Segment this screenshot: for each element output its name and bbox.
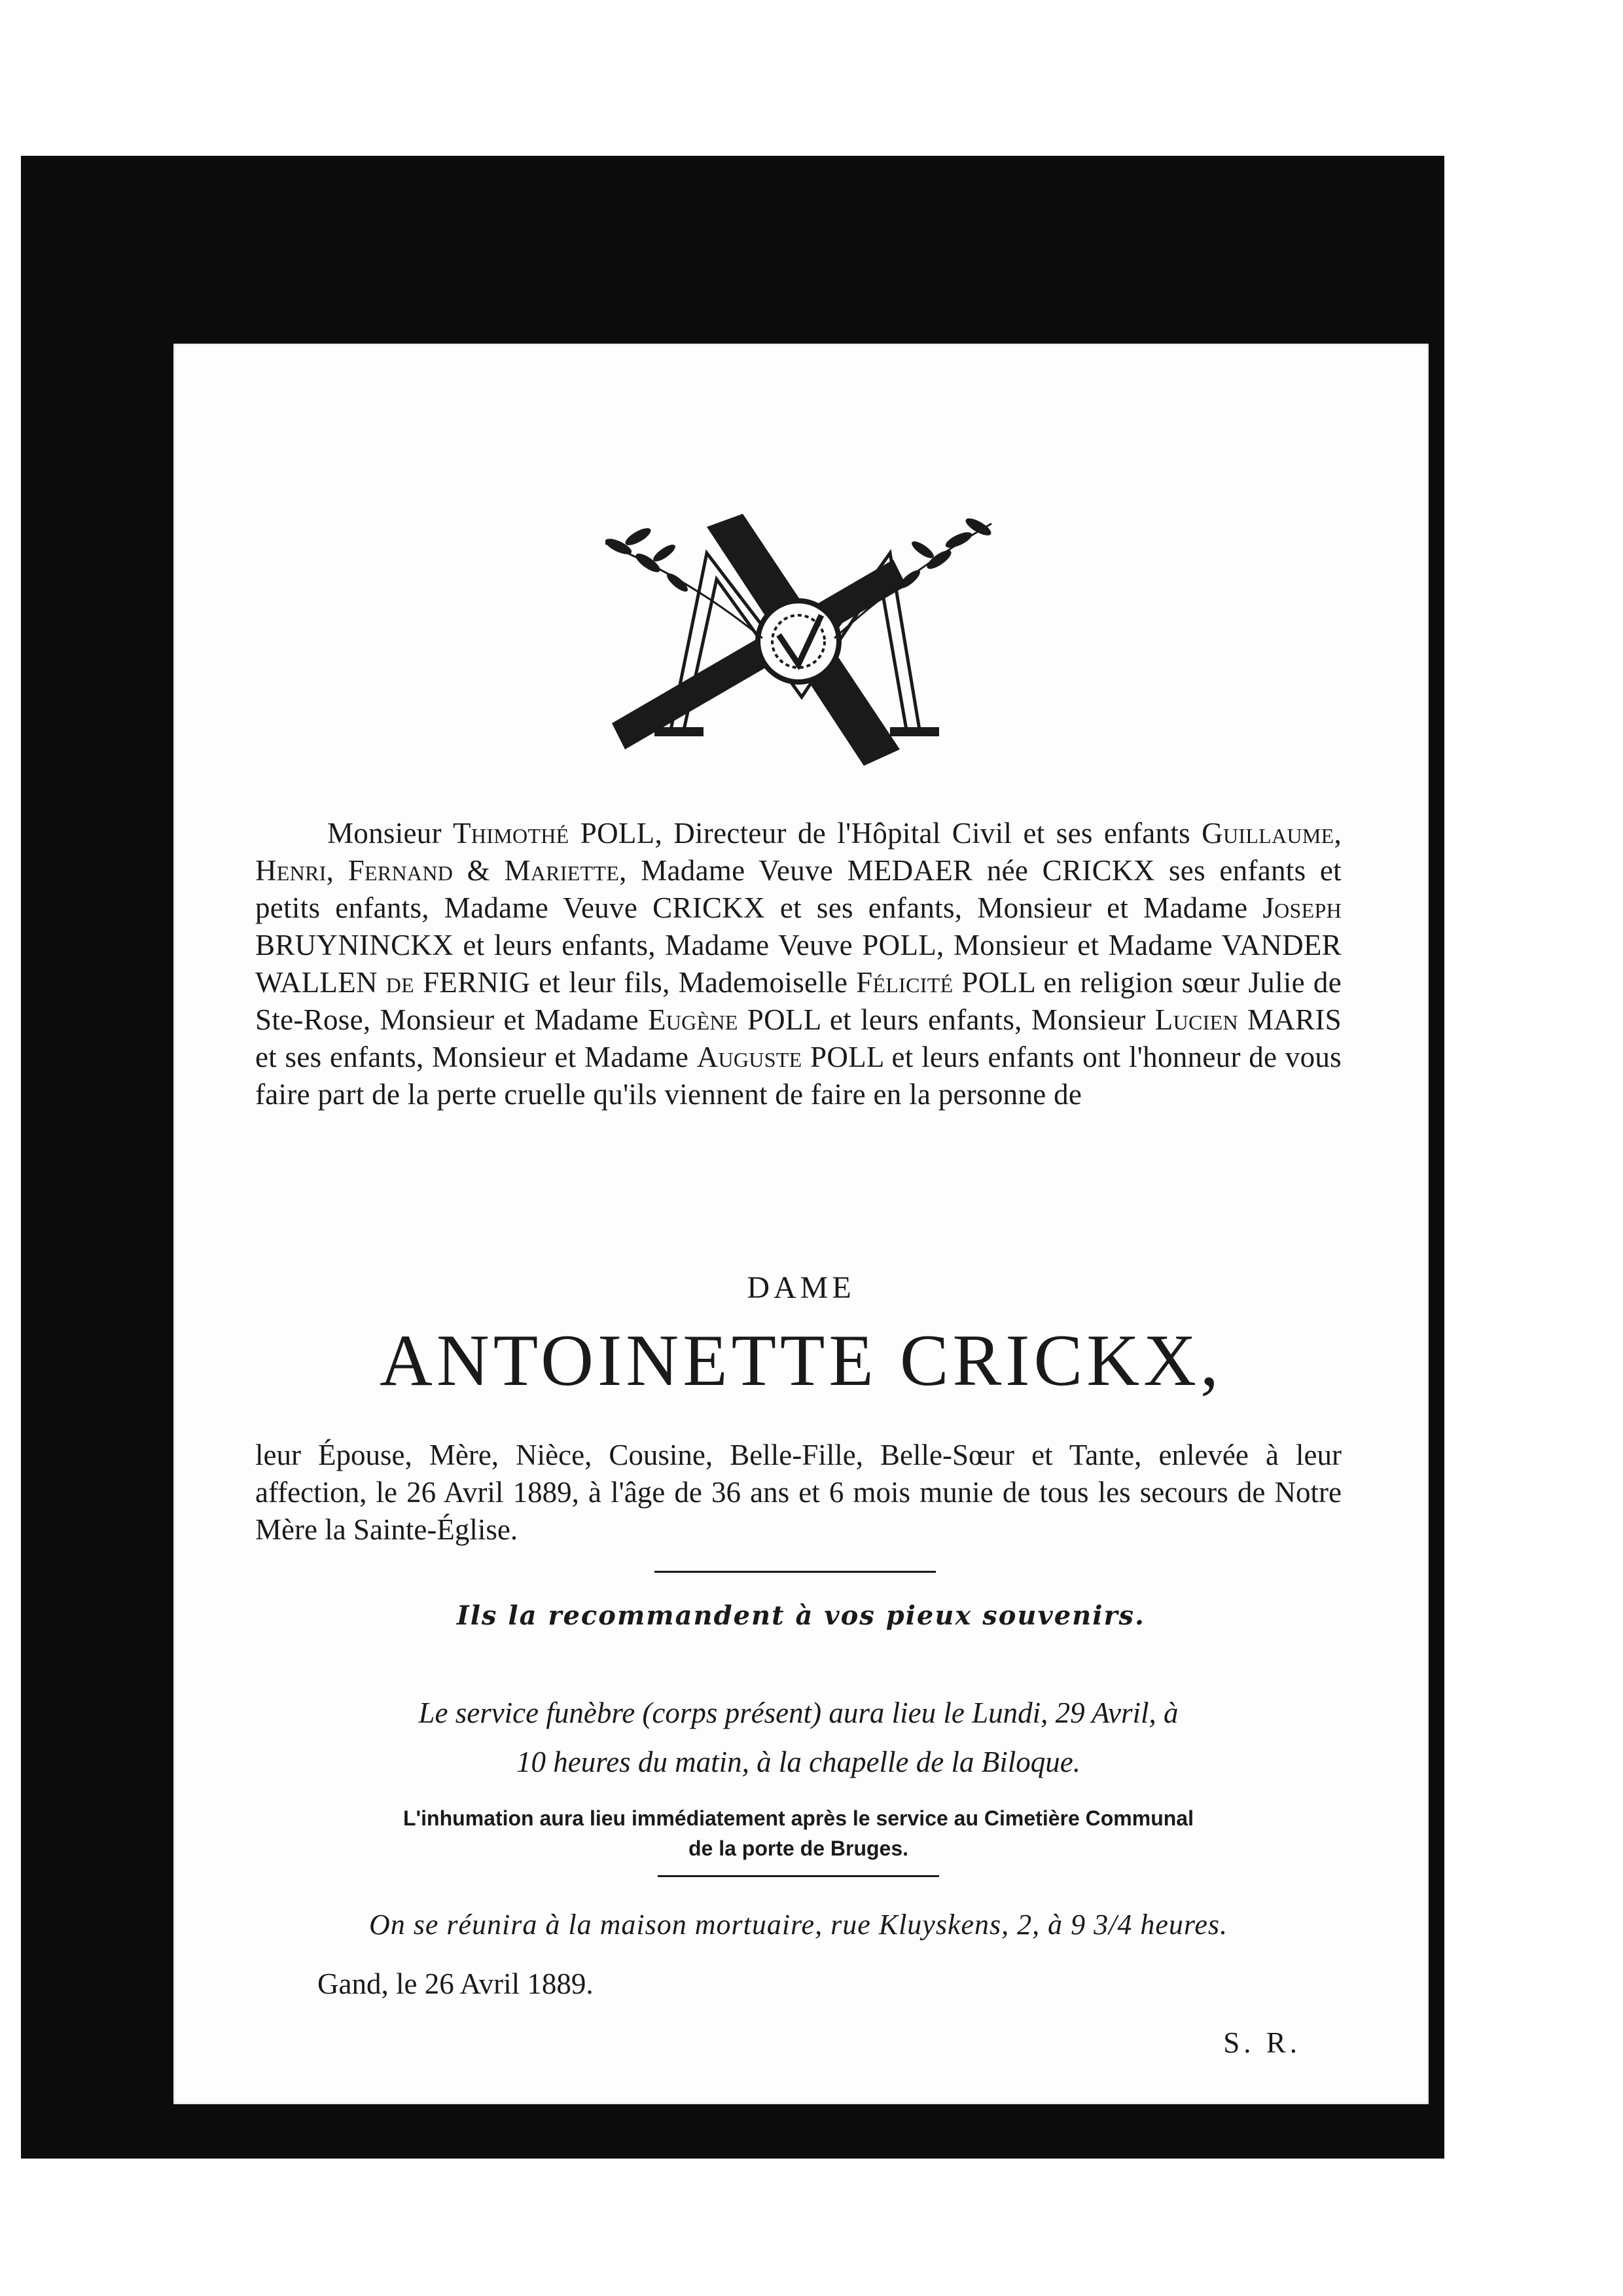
paragraph-text: MARIS et ses enfants, Monsieur et Madame [255,1003,1342,1073]
divider-rule [654,1571,936,1573]
cross-monogram-emblem [592,507,1011,782]
funeral-service-text [255,1689,1342,1787]
paragraph-text: POLL et leurs enfants ont l'honneur de vous faire part de la perte cruelle qu'ils viennent de faire en la personne de [255,1041,1342,1111]
given-name-smallcaps: Félicité [856,966,954,999]
paragraph-text: & [453,854,505,887]
deceased-name: ANTOINETTE CRICKX, [379,1320,1223,1401]
inhumation-line-2: de la porte de Bruges. [688,1837,909,1860]
paragraph-text: POLL et leurs enfants, Monsieur [738,1003,1155,1036]
paragraph-text: POLL, Directeur de l'Hôpital Civil et ses enfants [569,817,1202,850]
given-name-smallcaps: Auguste [696,1041,802,1073]
given-name-smallcaps: Joseph [1262,891,1342,924]
paragraph-text: Monsieur [327,817,454,850]
dame-title: DAME [747,1270,855,1305]
inhumation-line-1: L'inhumation aura lieu immédiatement après le service au Cimetière Communal [403,1806,1194,1830]
paragraph-text: BRUYNINCKX et leurs enfants, Madame Veuve POLL, Monsieur et Madame VANDER WALLEN [255,929,1342,999]
place-and-date: Gand, le 26 Avril 1889. [317,1967,594,2000]
paragraph-text: , [1334,817,1342,850]
relation-paragraph: leur Épouse, Mère, Nièce, Cousine, Belle-Fille, Belle-Sœur et Tante, enlevée à leur affection, le 26 Avril 1889, à l'âge de 36 ans et 6 mois munie de tous les secours de Notre Mère la Sainte-Église. [255,1439,1342,1546]
given-name-smallcaps: Guillaume [1202,817,1334,850]
paragraph-text: POLL en religion sœur Julie de Ste-Rose, Monsieur et Madame [255,966,1342,1036]
given-name-smallcaps: Fernand [348,854,454,887]
given-name-smallcaps: Mariette [504,854,620,887]
divider-rule [658,1875,939,1877]
paragraph-text: , [326,854,348,887]
given-name-smallcaps: Lucien [1154,1003,1238,1036]
paragraph-text: , Madame Veuve MEDAER née CRICKX ses enfants et petits enfants, Madame Veuve CRICKX et ses enfants, Monsieur et Madame [255,854,1342,924]
family-announcement-paragraph [255,815,1342,1113]
recommendation-line: Ils la recommandent à vos pieux souvenirs. [457,1600,1145,1631]
death-notice-card [173,344,1429,2104]
reunion-line: On se réunira à la maison mortuaire, rue Kluyskens, 2, à 9 3/4 heures. [368,1909,1228,1941]
service-line-1: Le service funèbre (corps présent) aura lieu le Lundi, 29 Avril, à [418,1696,1179,1729]
given-name-smallcaps: de [385,966,414,999]
given-name-smallcaps: Henri [255,854,327,887]
paragraph-text: FERNIG et leur fils, Mademoiselle [414,966,857,999]
given-name-smallcaps: Eugène [647,1003,738,1036]
burial-text [255,1803,1342,1863]
service-line-2: 10 heures du matin, à la chapelle de la Biloque. [516,1746,1080,1778]
signature-initials: S. R. [1223,2026,1301,2059]
given-name-smallcaps: Thimothé [453,817,569,850]
